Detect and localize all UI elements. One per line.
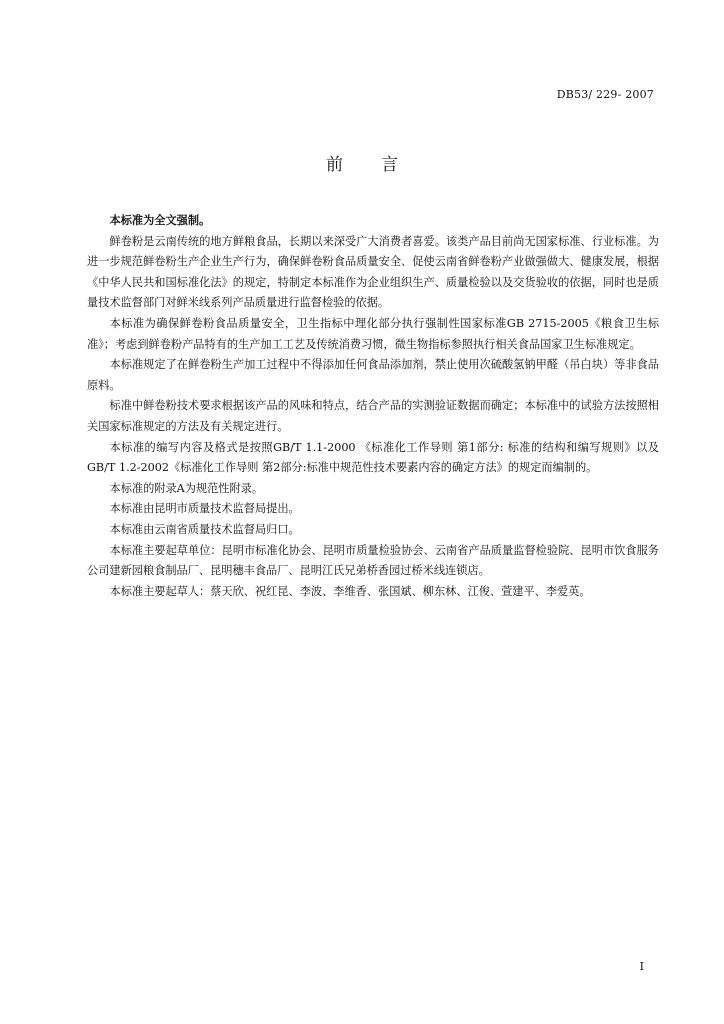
mandatory-statement: 本标准为全文强制。 <box>109 214 211 227</box>
paragraph-proposer: 本标准由昆明市质量技术监督局提出。 <box>109 502 300 516</box>
page-number: I <box>639 960 644 973</box>
foreword-body <box>87 211 659 602</box>
paragraph-drafting-units: 本标准主要起草单位：昆明市标准化协会、昆明市质量检验协会、云南省产品质量监督检验院、昆明市饮食服务公司建新园粮食制品厂、昆明穗丰食品厂、昆明江氏兄弟桥香园过桥米线连锁店。 <box>87 543 659 578</box>
paragraph-hygiene-standard: 本标准为确保鲜卷粉食品质量安全，卫生指标中理化部分执行强制性国家标准GB 2715-2005《粮食卫生标准》；考虑到鲜卷粉产品特有的生产加工工艺及传统消费习惯，微生物指标参照执行相关食品国家卫生标准规定。 <box>87 316 659 351</box>
paragraph-drafting-rules: 本标准的编写内容及格式是按照GB/T 1.1-2000 《标准化工作导则 第1部分: 标准的结构和编写规则》以及GB/T 1.2-2002《标准化工作导则 第2部分:标准中规范性技术要素内容的确定方法》的规定而编制的。 <box>87 440 659 475</box>
paragraph-technical-requirements: 标准中鲜卷粉技术要求根据该产品的风味和特点，结合产品的实测验证数据而确定；本标准中的试验方法按照相关国家标准规定的方法及有关规定进行。 <box>87 399 659 433</box>
page-title: 前言 <box>326 155 436 175</box>
paragraph-appendix: 本标准的附录A为规范性附录。 <box>109 481 264 495</box>
paragraph-background: 鲜卷粉是云南传统的地方鲜粮食品，长期以来深受广大消费者喜爱。该类产品目前尚无国家标准、行业标准。为进一步规范鲜卷粉生产企业生产行为，确保鲜卷粉食品质量安全、促使云南省鲜卷粉产业做强做大、健康发展，根据《中华人民共和国标准化法》的规定，特制定本标准作为企业组织生产、质量检验以及交货验收的依据，同时也是质量技术监督部门对鲜米线系列产品质量进行监督检验的依据。 <box>87 234 659 310</box>
paragraph-centralized: 本标准由云南省质量技术监督局归口。 <box>109 522 300 536</box>
paragraph-additives: 本标准规定了在鲜卷粉生产加工过程中不得添加任何食品添加剂，禁止使用次硫酸氢钠甲醛（吊白块）等非食品原料。 <box>87 358 659 392</box>
document-code: DB53/ 229- 2007 <box>556 88 654 101</box>
paragraph-drafters: 本标准主要起草人：蔡天欣、祝红昆、李波、李维香、张国斌、柳东林、江俊、萱建平、李爱英。 <box>109 584 591 598</box>
